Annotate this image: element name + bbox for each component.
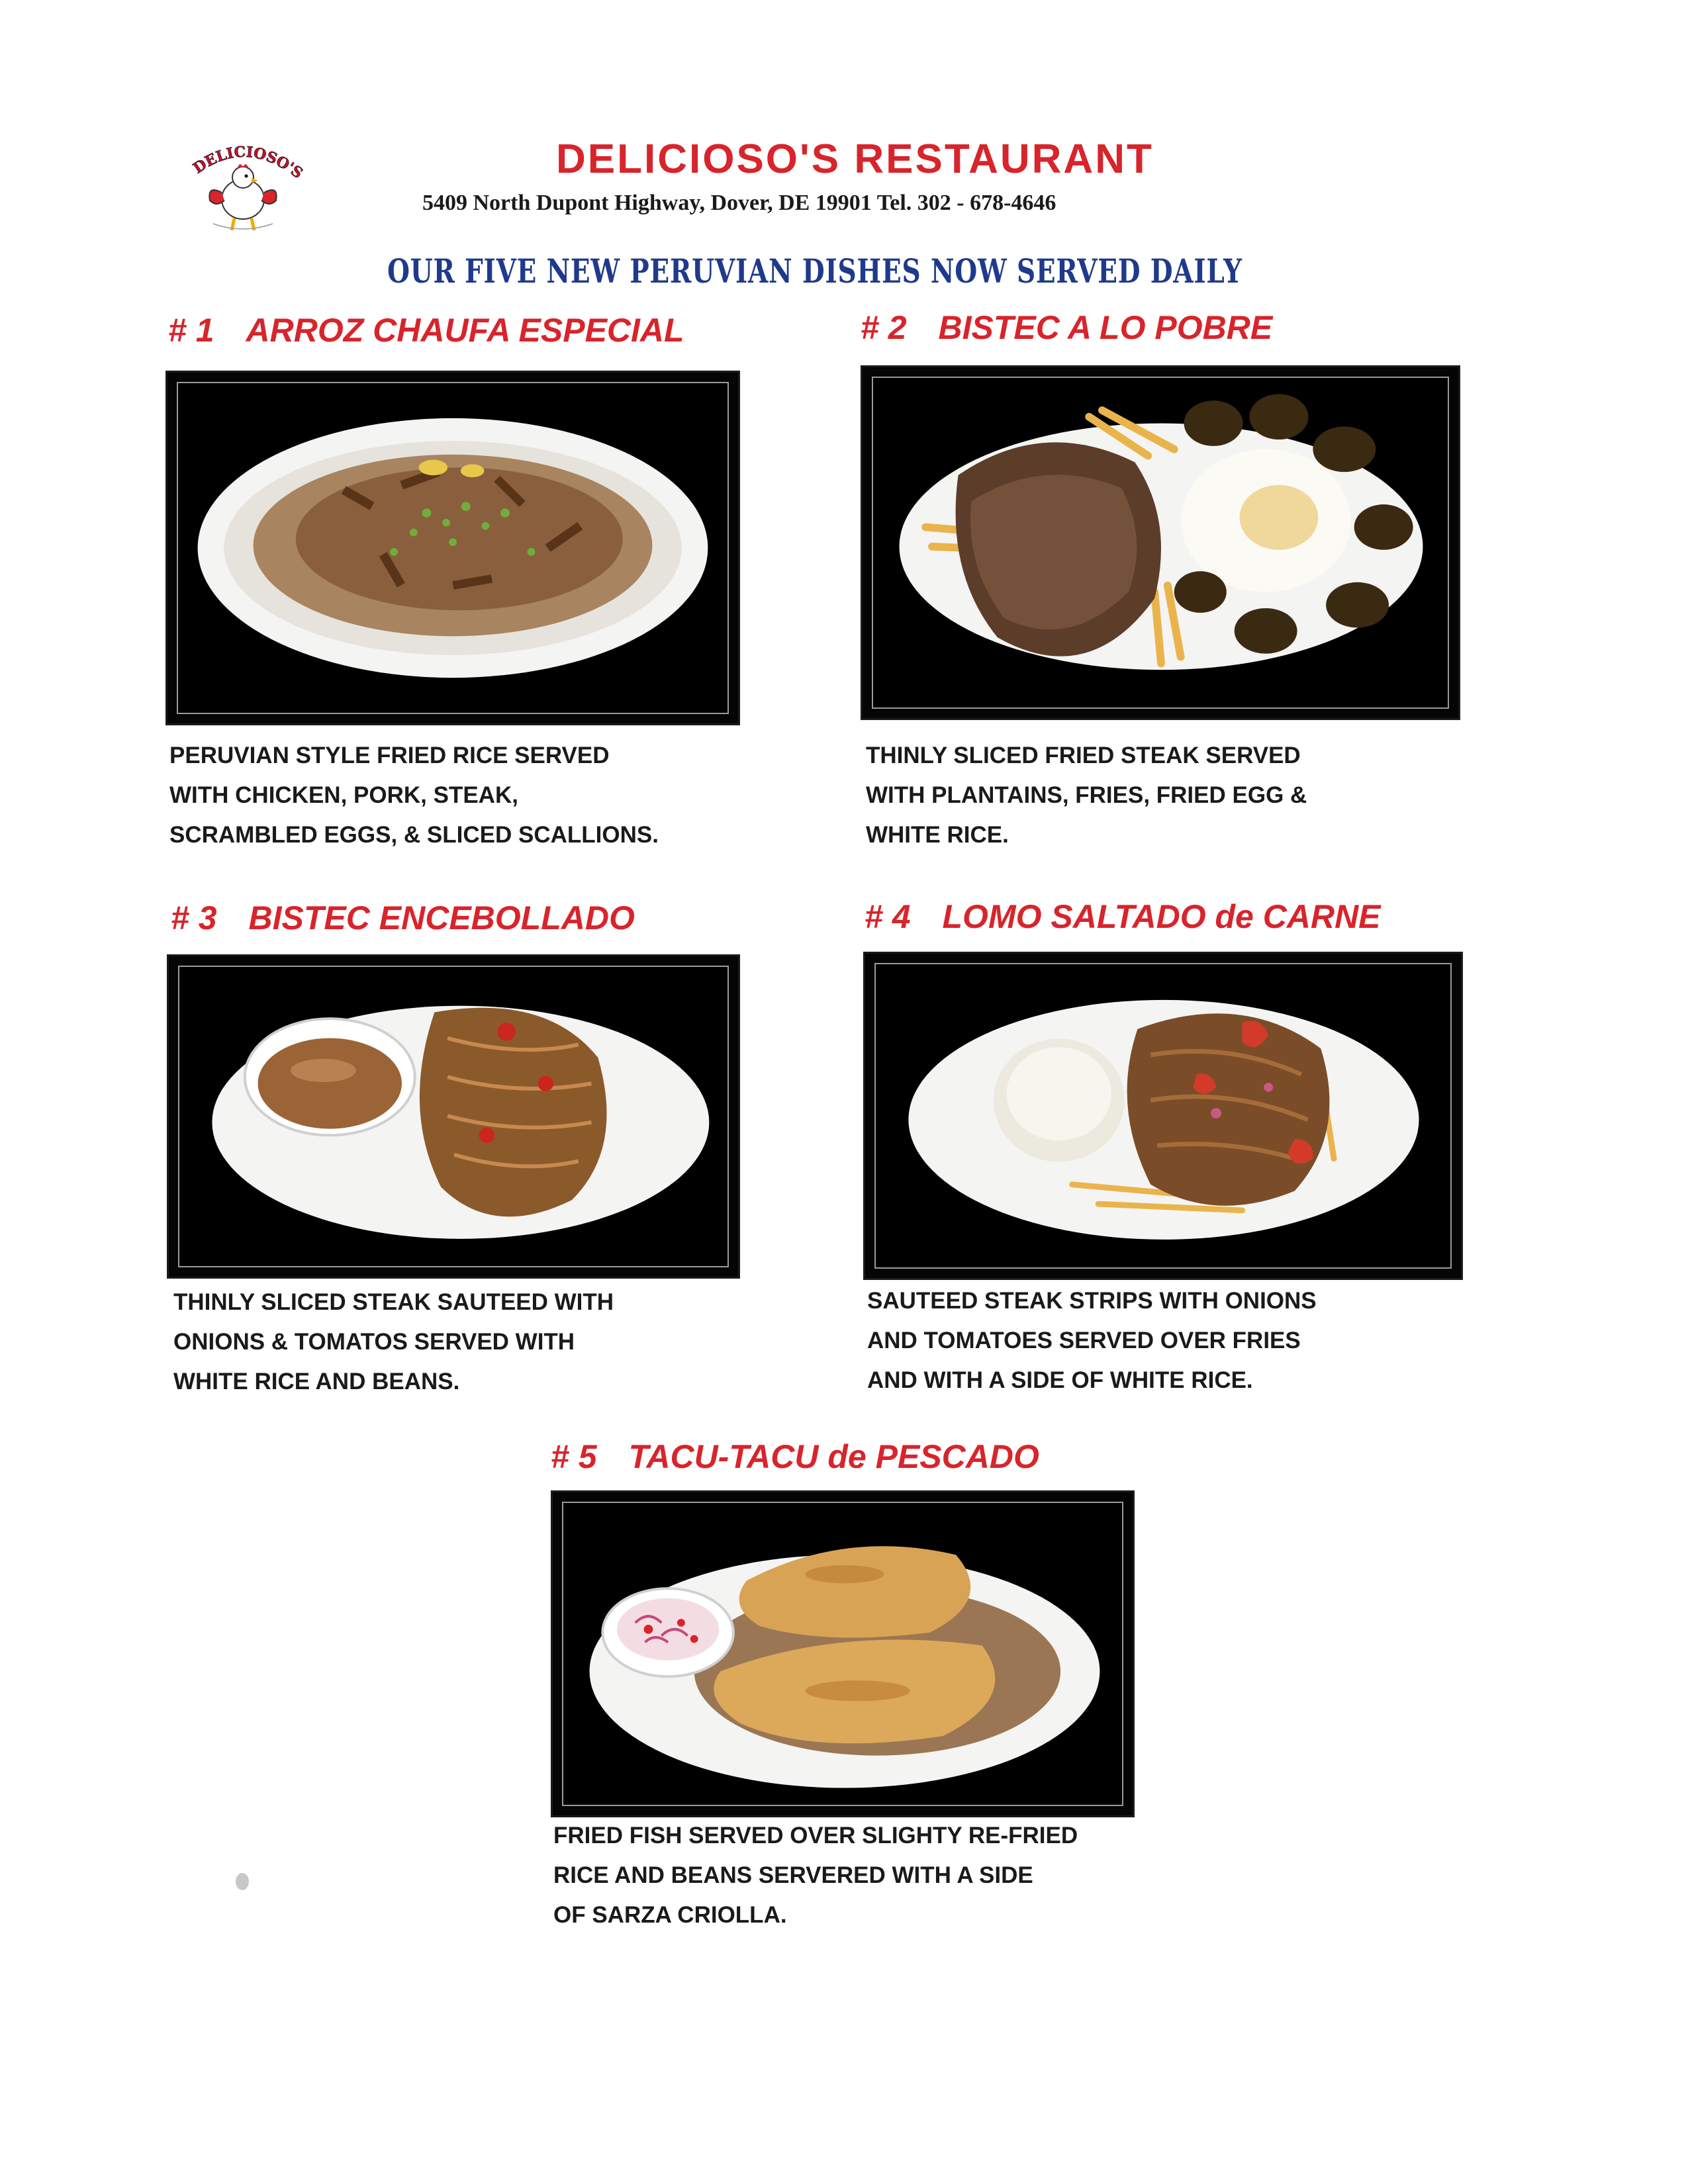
dish-number: # 4 (865, 898, 911, 935)
dish-2-photo (861, 365, 1460, 720)
dish-1-title (168, 311, 684, 349)
dish-3-photo (167, 954, 740, 1279)
menu-headline: OUR FIVE NEW PERUVIAN DISHES NOW SERVED DAILY (387, 251, 1243, 291)
dish-3-title (171, 899, 635, 937)
description-line: ONIONS & TOMATOS SERVED WITH (173, 1329, 575, 1355)
description-line: THINLY SLICED STEAK SAUTEED WITH (173, 1289, 614, 1315)
dish-number: # 2 (861, 309, 907, 346)
restaurant-address: 5409 North Dupont Highway, Dover, DE 19901 Tel. 302 - 678-4646 (422, 191, 1056, 215)
restaurant-logo (173, 136, 312, 236)
description-line: WITH PLANTAINS, FRIES, FRIED EGG & (866, 782, 1307, 808)
dish-name: BISTEC ENCEBOLLADO (248, 899, 635, 936)
scan-speck (236, 1873, 249, 1890)
dish-5-title (551, 1437, 1039, 1476)
description-line: FRIED FISH SERVED OVER SLIGHTY RE-FRIED (553, 1823, 1078, 1848)
dish-1-description (169, 736, 659, 855)
dish-4-title (865, 897, 1381, 936)
dish-number: # 1 (168, 312, 214, 349)
logo-text: DELICIOSO'S (190, 143, 306, 183)
dish-5-description (553, 1816, 1078, 1935)
description-line: WHITE RICE. (866, 822, 1009, 848)
restaurant-name: DELICIOSO'S RESTAURANT (556, 136, 1154, 182)
dish-2-title (861, 308, 1272, 347)
dish-name: ARROZ CHAUFA ESPECIAL (246, 312, 684, 349)
dish-4-description (867, 1281, 1317, 1400)
description-line: RICE AND BEANS SERVERED WITH A SIDE (553, 1862, 1033, 1888)
dish-number: # 5 (551, 1438, 597, 1475)
dish-name: TACU-TACU de PESCADO (628, 1438, 1039, 1475)
description-line: WHITE RICE AND BEANS. (173, 1369, 460, 1394)
dish-name: LOMO SALTADO de CARNE (942, 898, 1381, 935)
description-line: SAUTEED STEAK STRIPS WITH ONIONS (867, 1288, 1317, 1314)
dish-name: BISTEC A LO POBRE (938, 309, 1273, 346)
dish-4-photo (863, 952, 1463, 1280)
dish-5-photo (551, 1490, 1135, 1817)
description-line: THINLY SLICED FRIED STEAK SERVED (866, 743, 1301, 768)
dish-1-photo (165, 371, 740, 725)
description-line: AND WITH A SIDE OF WHITE RICE. (867, 1367, 1253, 1393)
description-line: AND TOMATOES SERVED OVER FRIES (867, 1328, 1301, 1353)
description-line: WITH CHICKEN, PORK, STEAK, (169, 782, 518, 808)
description-line: OF SARZA CRIOLLA. (553, 1902, 787, 1928)
dish-number: # 3 (171, 899, 217, 936)
description-line: SCRAMBLED EGGS, & SLICED SCALLIONS. (169, 822, 659, 848)
dish-3-description (173, 1283, 614, 1402)
description-line: PERUVIAN STYLE FRIED RICE SERVED (169, 743, 610, 768)
dish-2-description (866, 736, 1307, 855)
